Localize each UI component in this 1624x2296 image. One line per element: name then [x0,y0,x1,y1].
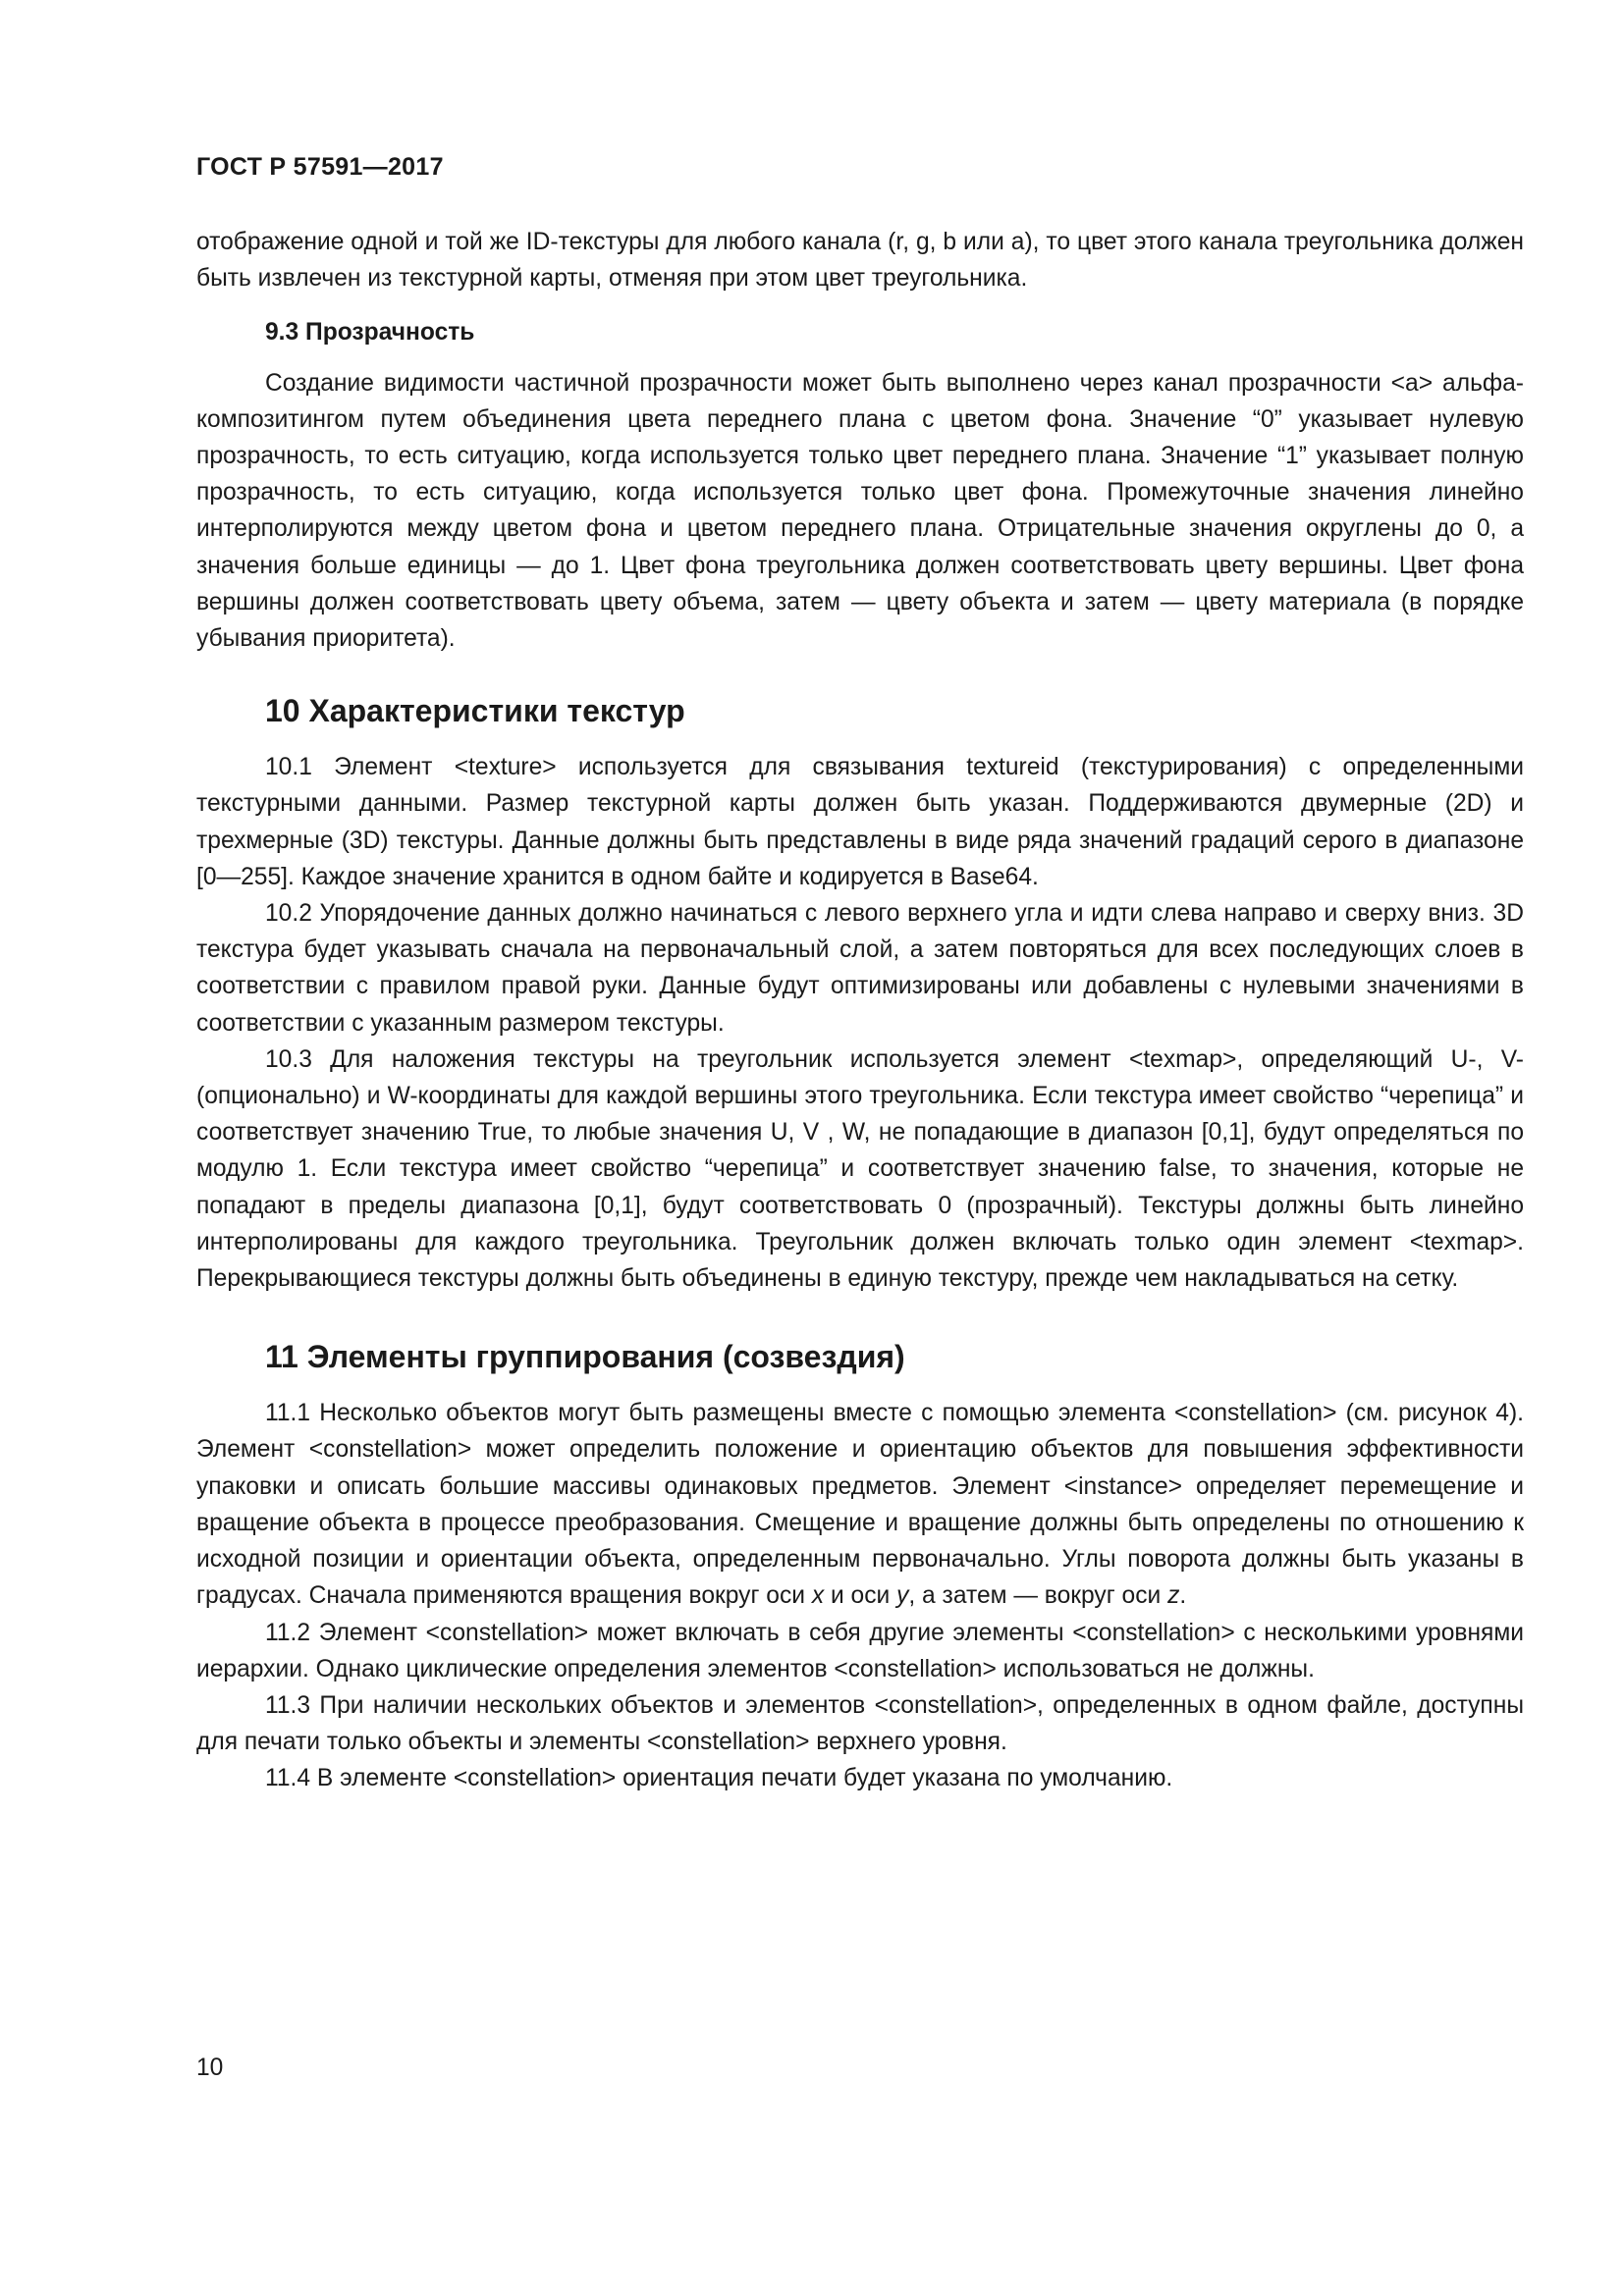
section-9-3-paragraph: Создание видимости частичной прозрачности может быть выполнено через канал прозрачности <a> альфа-композитингом путем объединения цвета переднего плана с цветом фона. Значение “0” указывает нулевую прозрачность, то есть ситуацию, когда используется только цвет переднего плана. Значение “1” указывает полную прозрачность, то есть ситуацию, когда используется только цвет фона. Промежуточные значения линейно интерполируются между цветом фона и цветом переднего плана. Отрицательные значения округлены до 0, а значения больше единицы — до 1. Цвет фона треугольника должен соответствовать цвету вершины. Цвет фона вершины должен соответствовать цвету объема, затем — цвету объекта и затем — цвету материала (в порядке убывания приоритета). [196,369,1524,653]
paragraph-10-1: 10.1 Элемент <texture> используется для связывания textureid (текстурирования) с определенными текстурными данными. Размер текстурной карты должен быть указан. Поддерживаются двумерные (2D) и трехмерные (3D) текстуры. Данные должны быть представлены в виде ряда значений градаций серого в диапазоне [0—255]. Каждое значение хранится в одном байте и кодируется в Base64. [196,754,1524,890]
paragraph-10-3: 10.3 Для наложения текстуры на треугольник используется элемент <texmap>, определяющий U-, V- (опционально) и W-координаты для каждой вершины этого треугольника. Если текстура имеет свойство “черепица” и соответствует значению True, то любые значения U, V , W, не попадающие в диапазон [0,1], будут определяться по модулю 1. Если текстура имеет свойство “черепица” и соответствует значению false, то значения, которые не попадают в пределы диапазона [0,1], будут соответствовать 0 (прозрачный). Текстуры должны быть линейно интерполированы для каждого треугольника. Треугольник должен включать только один элемент <texmap>. Перекрывающиеся текстуры должны быть объединены в единую текстуру, прежде чем накладываться на сетку. [196,1045,1524,1293]
paragraph-11-3: 11.3 При наличии нескольких объектов и элементов <constellation>, определенных в одном файле, доступны для печати только объекты и элементы <constellation> верхнего уровня. [196,1691,1524,1756]
paragraph-11-2: 11.2 Элемент <constellation> может включать в себя другие элементы <constellation> с несколькими уровнями иерархии. Однако циклические определения элементов <constellation> использоваться не должны. [196,1619,1524,1682]
paragraph-11-1-text: и оси [824,1582,897,1610]
axis-x: x [811,1582,825,1610]
paragraph-11-1 [196,1395,1524,1614]
paragraph-11-1-text: 11.1 Несколько объектов могут быть размещены вместе с помощью элемента <constellation> (см. рисунок 4). Элемент <constellation> может определить положение и ориентацию объектов для повышения эффективности упаковки и описать большие массивы одинаковых предметов. Элемент <instance> определяет перемещение и вращение объекта в процессе преобразования. Смещение и вращение должны быть определены по отношению к исходной позиции и ориентации объекта, определенным первоначально. Углы поворота должны быть указаны в градусах. Сначала применяются вращения вокруг оси [196,1400,1524,1610]
intro-paragraph: отображение одной и той же ID-текстуры для любого канала (r, g, b или a), то цвет этого канала треугольника должен быть извлечен из текстурной карты, отменяя при этом цвет треугольника. [196,229,1524,293]
axis-y: y [896,1582,909,1610]
axis-z: z [1167,1582,1180,1610]
document-header: ГОСТ Р 57591—2017 [196,153,444,181]
page-number: 10 [196,2055,224,2081]
section-9-3-heading: 9.3 Прозрачность [265,319,475,347]
paragraph-11-4: 11.4 В элементе <constellation> ориентация печати будет указана по умолчанию. [265,1765,1173,1792]
page-content [196,224,1524,1797]
paragraph-11-1-text: , а затем — вокруг оси [908,1582,1168,1610]
section-10-heading: 10 Характеристики текстур [265,693,685,729]
paragraph-11-1-text: . [1179,1582,1187,1610]
section-11-heading: 11 Элементы группирования (созвездия) [265,1339,905,1375]
paragraph-10-2: 10.2 Упорядочение данных должно начинаться с левого верхнего угла и идти слева направо и сверху вниз. 3D текстура будет указывать сначала на первоначальный слой, а затем повторяться для всех последующих слоев в соответствии с правилом правой руки. Данные будут оптимизированы или добавлены с нулевыми значениями в соответствии с указанным размером текстуры. [196,900,1524,1037]
